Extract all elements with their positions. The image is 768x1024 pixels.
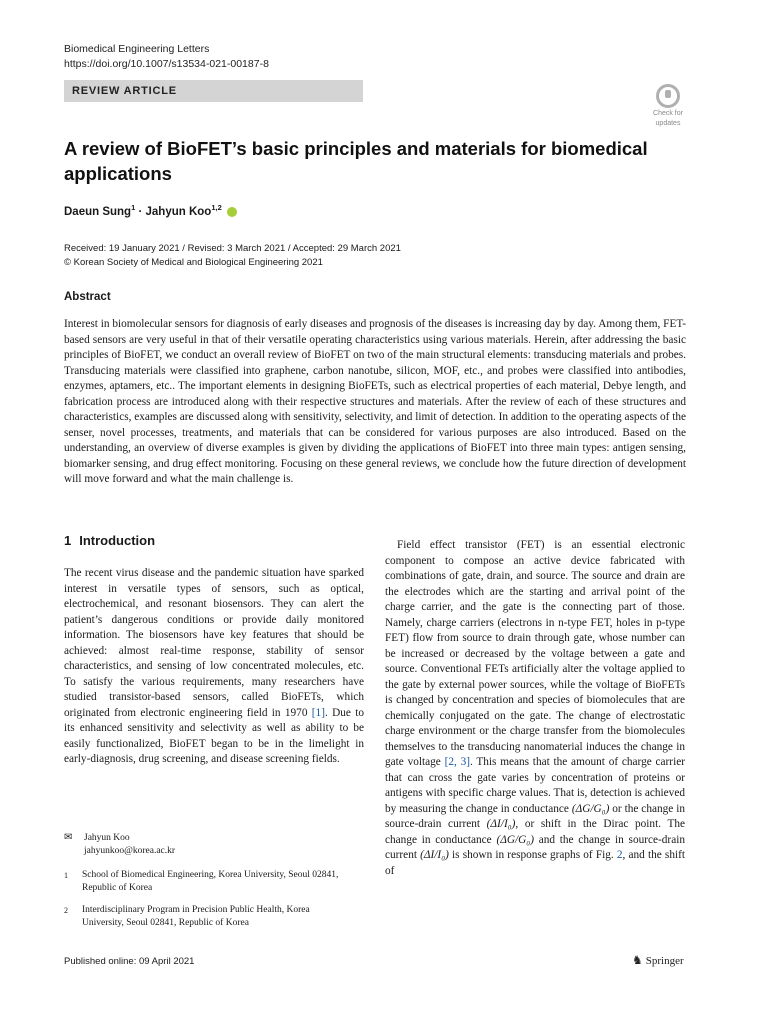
formula-current: (ΔI/I₀) (420, 849, 449, 861)
author-name[interactable]: Daeun Sung (64, 205, 132, 218)
intro-paragraph-left (64, 566, 364, 768)
affiliation-2 (64, 904, 364, 930)
copyright: © Korean Society of Medical and Biological Engineering 2021 (64, 257, 323, 268)
author-affil-sup: 1 (131, 203, 136, 212)
affiliation-number: 1 (64, 871, 68, 880)
corresponding-author (64, 831, 175, 858)
text-run: . This means that the amount of charge carrier that can cross the gate varies by concentration of proteins or antigens with specific charge values. That is, detection is achieved by measuring the change in conductance (385, 756, 685, 815)
text-run: Field effect transistor (FET) is an essential electronic component to compose an active device fabricated with combinations of gate, drain, and source. The source and drain are the electrodes which are the starting and arrival point of the charge carrier, and the gate is the connecting part of those. Namely, charge carriers (electrons in n-type FET, holes in p-type FET) flow from source to drain through gate, whose number can be increased or decreased by the voltage between a gate and source. Conventional FETs artificially alter the voltage applied to the gate by external power sources, while the voltage of BioFETs is changed by concentration and species of biomolecules that are chemically conjugated on the gate. The change of electrostatic charge environment or the charge transfer from the biomolecules themselves to the transducing nanomaterial induces the change in gate voltage (385, 539, 685, 768)
journal-name: Biomedical Engineering Letters (64, 43, 210, 55)
abstract-heading: Abstract (64, 291, 111, 303)
article-dates (64, 242, 401, 270)
published-date: Published online: 09 April 2021 (64, 956, 195, 967)
text-run: is shown in response graphs of Fig. (448, 849, 617, 861)
right-column (385, 538, 685, 879)
journal-header (64, 42, 269, 72)
affiliation-text: Interdisciplinary Program in Precision Public Health, Korea University, Seoul 02841, Republic of Korea (82, 905, 310, 928)
author-name[interactable]: Jahyun Koo (145, 205, 212, 218)
citation-link[interactable]: [2, 3] (444, 756, 470, 768)
article-title: A review of BioFET’s basic principles and materials for biomedical applications (64, 138, 648, 184)
author-list (64, 203, 237, 218)
text-run: , and the shift of (385, 849, 686, 877)
left-column (64, 533, 364, 768)
publisher-logo[interactable] (632, 953, 684, 968)
citation-link[interactable]: [1] (311, 706, 325, 719)
envelope-icon: ✉ (64, 832, 73, 843)
section-title: Introduction (79, 533, 156, 548)
springer-horse-icon: ♞ (632, 953, 643, 967)
publisher-name: Springer (645, 955, 684, 967)
formula-conductance: (ΔG/G₀) (571, 802, 610, 815)
affiliation-text: School of Biomedical Engineering, Korea University, Seoul 02841, Republic of Korea (82, 870, 339, 893)
section-number: 1 (64, 533, 72, 548)
crossmark-label-1: Check for (653, 110, 683, 117)
article-type-banner: REVIEW ARTICLE (64, 80, 363, 102)
crossmark-badge[interactable] (648, 84, 688, 128)
contact-name: Jahyun Koo (84, 833, 130, 843)
author-affil-sup: 1,2 (211, 203, 222, 212)
text-run: , or shift in the Dirac point. The change in conductance (385, 818, 686, 846)
text-run: The recent virus disease and the pandemic situation have sparked interest in versatile types of sensors, such as optical, electrochemical, and resonant biosensors. They can alert the patient’s dangerous conditions or provide daily monitored information. The biosensors have key features that should be achieved: almost real-time response, stability of sensor characteristics, and sensing of low concentrated molecules, etc. To satisfy the various requirements, many researchers have studied transistor-based sensors, called BioFETs, which originated from electronic engineering field in 1970 (64, 567, 364, 719)
author-separator: · (138, 205, 143, 218)
doi-link[interactable]: https://doi.org/10.1007/s13534-021-00187-8 (64, 58, 269, 70)
orcid-icon[interactable] (227, 207, 237, 217)
figure-link[interactable]: 2 (616, 849, 623, 861)
crossmark-icon (656, 84, 680, 108)
abstract-text: Interest in biomolecular sensors for diagnosis of early diseases and prognosis of the diseases is increasing day by day. Among them, FET-based sensors are very useful in that of their versatile operating characteristics using various materials. Herein, after addressing the basic principles of BioFET, we conduct an overall review of BioFET on two of the main structural elements: transducing materials and probes. Transducing materials were classified into graphene, carbon nanotube, silicon, MOF, etc., and probes were classified into antibodies, enzymes, aptamers, etc.. The important elements in designing BioFETs, such as electrical properties of each material, Debye length, and fabrication process are introduced along with their respective structures and materials. After the review of each of these structures and characteristics, examples are discussed along with sensitivity, selectivity, and limit of detection. In addition to the operating aspects of the senser, novel processes, treatments, and materials that can be considered for various purposes are also introduced. Based on the understanding, an overview of diverse examples is given by dividing the applications of BioFET into three main types: antigen sensing, biomarker sensing, and drug effect monitoring. Focusing on these general reviews, we conclude how the future direction of development will move forward and what the main challenge is. (64, 318, 686, 486)
formula-conductance: (ΔG/G₀) (496, 833, 534, 846)
text-run: or the change in source-drain current (385, 802, 685, 830)
section-heading (64, 533, 364, 548)
contact-email[interactable]: jahyunkoo@korea.ac.kr (84, 846, 176, 856)
affiliation-1 (64, 869, 364, 895)
crossmark-label-2: updates (655, 120, 681, 127)
intro-paragraph-right (385, 538, 685, 879)
affiliation-number: 2 (64, 906, 68, 915)
text-run: and the change in source-drain current (385, 833, 685, 861)
formula-current: (ΔI/I₀) (486, 818, 516, 830)
text-run: . Due to its enhanced sensitivity and selectivity as well as ability to be easily functionalized, BioFET began to be in the limelight in early-diagnosis, drug screening, and disease screening fields. (64, 706, 364, 765)
history-dates: Received: 19 January 2021 / Revised: 3 March 2021 / Accepted: 29 March 2021 (64, 243, 401, 254)
